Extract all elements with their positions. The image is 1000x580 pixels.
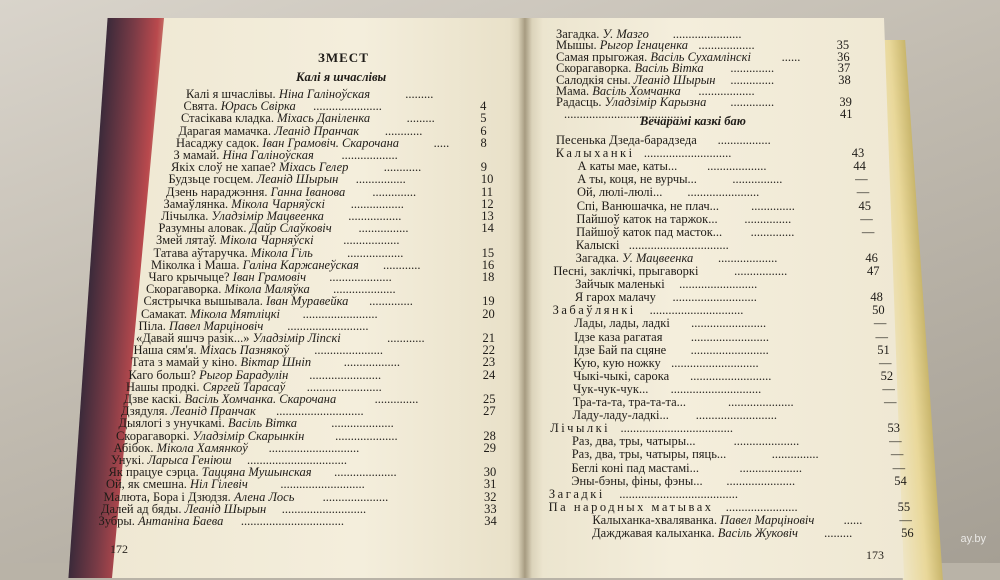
- toc-leader-dots: ......................: [726, 474, 796, 488]
- toc-entry: [550, 422, 610, 435]
- toc-leader-dots: ..................: [341, 149, 398, 162]
- toc-entry-page: 12: [481, 196, 494, 211]
- toc-entry-title: Калыханкі: [555, 146, 635, 161]
- toc-entry-author: Васіль Жуковіч: [717, 526, 799, 540]
- toc-entry-title: Зубры.: [98, 514, 139, 528]
- toc-entry-title: Наша сям'я.: [133, 343, 200, 358]
- toc-entry-page: —: [855, 172, 868, 187]
- toc-entry-title: Дзядуля.: [120, 404, 171, 419]
- toc-leader-dots: ............................: [671, 356, 759, 370]
- toc-entry-title: Дажджавая калыханка.: [592, 526, 718, 540]
- toc-entry-page: —: [889, 434, 902, 449]
- toc-leader-dots: ...................: [707, 160, 767, 174]
- toc-entry-title: Ой, люлі-люлі...: [576, 185, 663, 200]
- toc-entry-page: 35: [836, 38, 850, 53]
- toc-entry-page: 15: [481, 245, 495, 260]
- toc-entry: [572, 409, 668, 422]
- toc-entry-author: Ларыса Геніюш: [147, 453, 232, 467]
- toc-entry-title: Радасць.: [556, 95, 605, 110]
- toc-leader-dots: ........................: [302, 307, 378, 321]
- toc-leader-dots: ...........................: [281, 502, 367, 516]
- toc-entry: [576, 213, 717, 226]
- toc-leader-dots: .........................: [690, 330, 769, 344]
- toc-entry: [556, 147, 635, 160]
- toc-entry-title: Піла.: [138, 318, 170, 333]
- toc-leader-dots: .........: [824, 527, 853, 540]
- toc-entry-title: Татава аўтаручка.: [153, 245, 251, 260]
- toc-entry-page: 19: [482, 294, 495, 309]
- toc-entry: [577, 200, 719, 213]
- toc-entry-page: —: [882, 381, 895, 396]
- toc-entry-title: Дарагая мамачка.: [178, 123, 275, 138]
- toc-entry-page: 54: [894, 473, 907, 488]
- toc-entry-title: Каго больш?: [128, 367, 200, 382]
- toc-leader-dots: ................: [358, 222, 409, 236]
- toc-entry-page: 39: [839, 95, 852, 110]
- toc-entry-title: Ідзе Бай па сцяне: [573, 342, 667, 357]
- toc-leader-dots: .....................: [733, 435, 800, 449]
- toc-leader-dots: ...........................: [672, 291, 757, 305]
- toc-entry-author: Іван Муравейка: [265, 294, 349, 309]
- toc-leader-dots: ......................: [314, 344, 384, 358]
- toc-entry-page: 4: [480, 99, 487, 114]
- toc-entry-title: Мышы.: [556, 38, 600, 53]
- toc-entry-page: 51: [877, 342, 890, 357]
- toc-entry-page: 43: [851, 146, 865, 161]
- toc-entry-title: Эны-бэны, фіны, фэны...: [571, 473, 703, 488]
- toc-entry-title: Малюта, Бора і Дзюдзя.: [103, 489, 234, 504]
- toc-entry-author: Юрась Свірка: [220, 99, 296, 114]
- toc-entry-page: 30: [483, 465, 497, 480]
- toc-leader-dots: ....................: [334, 466, 397, 480]
- toc-entry: [571, 475, 702, 488]
- toc-entry-page: 33: [484, 501, 497, 516]
- toc-entry-author: Мікола Мятліцкі: [190, 306, 281, 321]
- toc-entry-title: Салодкія сны.: [556, 72, 634, 87]
- toc-entry: [575, 278, 665, 291]
- toc-entry-title: Беглі коні пад мастамі...: [571, 460, 700, 475]
- toc-entry: [572, 448, 727, 461]
- toc-entry-title: Свята.: [183, 99, 221, 114]
- toc-entry: [553, 265, 698, 278]
- toc-entry-author: Уладзімір Ліпскі: [252, 331, 341, 345]
- toc-entry-author: Ганна Іванова: [270, 184, 346, 199]
- toc-entry-page: 47: [867, 264, 880, 278]
- toc-entry-page: 22: [482, 343, 496, 358]
- toc-entry-title: Раз, два, тры, чатыры, пяць...: [571, 447, 727, 462]
- toc-entry-author: Сяргей Тарасаў: [202, 379, 286, 394]
- toc-leader-dots: ..............: [730, 62, 775, 76]
- toc-leader-dots: .............................: [268, 441, 360, 455]
- toc-leader-dots: .................................: [240, 515, 344, 528]
- toc-entry-title: Калі я шчаслівы.: [186, 87, 279, 101]
- toc-leader-dots: .................: [350, 197, 404, 211]
- toc-entry-title: Стасікава кладка.: [180, 111, 278, 126]
- toc-leader-dots: ..............: [730, 73, 775, 87]
- toc-leader-dots: ....................: [333, 283, 396, 297]
- toc-leader-dots: ..........................: [690, 369, 772, 383]
- toc-entry-page: 34: [484, 514, 497, 528]
- toc-leader-dots: .........................: [679, 278, 758, 292]
- toc-leader-dots: .......................: [725, 500, 798, 514]
- toc-entry-title: Самакат.: [140, 306, 191, 321]
- toc-entry-author: Мікола Гіль: [250, 245, 313, 260]
- toc-leader-dots: ..................: [343, 356, 401, 370]
- toc-entry-title: Лады, лады, ладкі: [574, 316, 670, 331]
- toc-entry: [576, 239, 620, 252]
- toc-leader-dots: ..................: [347, 246, 404, 260]
- toc-entry-title: Дыялогі з унучкамі.: [118, 416, 228, 431]
- toc-leader-dots: ......: [843, 513, 863, 527]
- toc-leader-dots: ........................: [691, 317, 767, 331]
- toc-entry: [574, 317, 670, 330]
- toc-entry-title: Скорагаворка.: [556, 61, 635, 76]
- toc-entry: [98, 515, 223, 528]
- toc-entry-page: 5: [480, 111, 487, 126]
- toc-entry-page: —: [856, 185, 870, 200]
- toc-entry-title: Нашы продкі.: [125, 379, 203, 394]
- toc-entry-page: 55: [897, 499, 911, 514]
- toc-entry-page: —: [892, 460, 906, 475]
- toc-leader-dots: .............................: [670, 382, 762, 396]
- toc-entry-author: Леанід Шырын: [184, 501, 267, 516]
- toc-leader-dots: .................: [734, 265, 788, 278]
- toc-leader-dots: ............: [387, 332, 425, 345]
- toc-entry-title: Разумны аловак.: [158, 221, 250, 236]
- toc-entry-page: 10: [480, 172, 494, 187]
- toc-entry-page: 14: [481, 221, 494, 236]
- toc-entry-page: 44: [853, 159, 866, 174]
- toc-entry-title: Ідзе каза рагатая: [574, 329, 663, 344]
- toc-entry: [573, 383, 648, 396]
- toc-leader-dots: ........................: [306, 380, 382, 394]
- toc-entry-page: 23: [482, 355, 496, 370]
- toc-leader-dots: ...........................: [280, 478, 365, 492]
- toc-entry-title: Калыскі: [575, 237, 620, 252]
- toc-leader-dots: ......................: [672, 28, 742, 41]
- toc-entry: [574, 331, 662, 344]
- toc-entry-title: Па народных матывах: [548, 499, 714, 514]
- toc-entry-author: Васіль Вітка: [634, 61, 704, 76]
- toc-leader-dots: ......................: [313, 100, 382, 114]
- toc-entry-title: Як працуе сэрца.: [108, 465, 202, 480]
- toc-entry-page: 27: [483, 404, 496, 419]
- toc-entry-author: Уладзімір Скарынкін: [192, 428, 305, 443]
- toc-entry-page: 45: [858, 198, 871, 213]
- toc-entry-page: 13: [481, 209, 494, 223]
- toc-entry-page: 41: [839, 106, 853, 121]
- toc-entry-author: Рыгор Барадулін: [199, 367, 289, 382]
- toc-entry-page: 37: [837, 61, 851, 76]
- toc-leader-dots: .................: [717, 134, 771, 147]
- toc-entry-page: 20: [482, 306, 495, 321]
- toc-entry-page: 24: [482, 367, 496, 382]
- toc-entry-page: —: [860, 211, 873, 226]
- right-section-heading: Вечарамі казкі баю: [640, 114, 746, 128]
- toc-leader-dots: ....................: [739, 461, 802, 475]
- toc-leader-dots: .....................: [322, 490, 389, 504]
- toc-entry-page: 16: [481, 257, 495, 272]
- toc-entry-title: Ой, як смешна.: [105, 477, 190, 492]
- toc-entry-author: Ніна Галіноўская: [278, 87, 371, 101]
- toc-entry-title: Я гарох малачу: [574, 290, 656, 305]
- toc-entry-title: Кую, кую ножку: [573, 355, 661, 370]
- toc-leader-dots: ................................: [246, 454, 347, 467]
- toc-entry-author: Васіль Хомчанка. Скарочана: [184, 392, 337, 406]
- toc-entry-author: Павел Марціновіч: [169, 318, 264, 333]
- toc-entry-author: Васіль Хомчанка: [592, 84, 681, 98]
- toc-leader-dots: ............: [383, 161, 422, 175]
- toc-entry-author: Павел Марціновіч: [720, 512, 815, 527]
- toc-entry-title: Самая прыгожая.: [556, 49, 651, 64]
- toc-entry-page: —: [861, 224, 875, 239]
- toc-entry-page: —: [890, 447, 904, 462]
- toc-entry-author: Васіль Вітка: [227, 416, 298, 431]
- toc-leader-dots: ............: [384, 124, 423, 138]
- toc-entry-page: 29: [483, 440, 497, 455]
- toc-entry: [577, 160, 677, 173]
- toc-leader-dots: ................................: [628, 238, 729, 252]
- toc-entry-page: 8: [480, 135, 487, 150]
- toc-entry-title: Чаго крычыце?: [148, 270, 233, 284]
- toc-entry-title: Далей ад бяды.: [100, 501, 185, 516]
- toc-entry: [572, 435, 696, 448]
- toc-leader-dots: ......: [781, 50, 801, 64]
- toc-entry-title: Лічылка.: [160, 209, 212, 223]
- toc-entry: [574, 344, 666, 357]
- toc-entry-page: 52: [880, 368, 894, 383]
- toc-leader-dots: ....................: [331, 417, 394, 431]
- toc-entry-author: Леанід Шырын: [633, 72, 716, 87]
- toc-entry-author: Міхась Пазнякоў: [199, 343, 290, 358]
- toc-entry-page: 36: [837, 49, 850, 64]
- toc-leader-dots: .......................: [687, 186, 760, 200]
- toc-entry-page: 53: [887, 421, 900, 436]
- toc-leader-dots: ..................: [343, 234, 400, 248]
- toc-entry-title: Чук-чук-чук...: [573, 381, 649, 396]
- toc-entry-author: Ніл Гілевіч: [190, 477, 248, 492]
- toc-entry-author: Іван Грамовіч: [232, 270, 307, 284]
- toc-entry-title: Змей лятаў.: [155, 233, 220, 248]
- toc-entry-author: У. Мацвеенка: [622, 250, 694, 265]
- toc-entry-page: 18: [481, 270, 495, 284]
- toc-entry: [549, 501, 714, 514]
- toc-entry: [573, 370, 669, 383]
- toc-leader-dots: ............: [382, 258, 421, 272]
- toc-entry-author: Антаніна Баева: [138, 514, 224, 528]
- toc-leader-dots: ..............: [751, 199, 795, 213]
- toc-entry-title: Дзень нараджэння.: [165, 184, 271, 199]
- toc-entry-title: Тра-та-та, тра-та-та...: [572, 395, 687, 409]
- toc-entry-page: 56: [901, 526, 914, 540]
- toc-entry-title: Сястрычка вышывала.: [143, 294, 266, 309]
- toc-entry-title: Замаўлянка.: [163, 196, 232, 211]
- toc-entry-title: Калыханка-хваляванка.: [592, 512, 721, 527]
- toc-entry-author: Віктар Шніп: [240, 355, 312, 370]
- toc-entry-title: Лічылкі: [550, 421, 611, 436]
- toc-entry-author: Ніна Галіноўская: [222, 148, 314, 162]
- toc-leader-dots: ............................: [276, 405, 364, 419]
- toc-leader-dots: ...............: [771, 448, 819, 462]
- toc-leader-dots: ...............: [744, 212, 792, 226]
- toc-entry-title: Ладу-ладу-ладкі...: [572, 408, 669, 423]
- toc-entry-title: Тата з мамай у кіно.: [130, 355, 241, 370]
- toc-leader-dots: .......................: [309, 368, 382, 382]
- toc-leader-dots: ..........................: [695, 409, 777, 423]
- toc-entry-title: Дзве каскі.: [123, 392, 185, 406]
- toc-leader-dots: ................: [355, 173, 406, 187]
- toc-entry-page: 48: [870, 290, 883, 305]
- toc-entry-page: 11: [480, 184, 494, 199]
- toc-entry: [577, 186, 662, 199]
- toc-leader-dots: ..............................: [649, 304, 744, 318]
- toc-leader-dots: ...................: [718, 251, 778, 265]
- toc-entry: [577, 173, 697, 186]
- page-number-right: 173: [866, 548, 884, 562]
- toc-entry-author: Мікола Чарняўскі: [231, 196, 325, 211]
- toc-entry: [575, 291, 656, 304]
- toc-entry: [573, 396, 686, 409]
- toc-entry-author: Уладзімір Карызна: [604, 95, 707, 110]
- toc-leader-dots: ..............: [372, 185, 417, 199]
- toc-entry-page: 21: [482, 331, 495, 345]
- toc-leader-dots: ....................: [329, 271, 392, 284]
- toc-entry-page: —: [884, 395, 897, 409]
- toc-entry-title: Пайшоў каток на таржок...: [576, 211, 718, 226]
- toc-entry-title: Зайчык маленькі: [575, 277, 665, 292]
- toc-entry-author: Міхась Гелер: [278, 160, 349, 175]
- toc-entry-title: Песні, заклічкі, прыгаворкі: [553, 264, 699, 278]
- toc-leader-dots: ..............: [374, 393, 419, 406]
- toc-entry-title: А каты мае, каты...: [577, 159, 678, 174]
- toc-entry-page: 31: [483, 477, 497, 492]
- toc-entry-title: Спі, Ванюшачка, не плач...: [576, 198, 719, 213]
- toc-leader-dots: ......................................: [564, 107, 683, 121]
- toc-entry-author: Галіна Каржанеўская: [242, 257, 359, 272]
- toc-entry-author: Леанід Пранчак: [170, 404, 256, 419]
- toc-leader-dots: ..........................: [287, 319, 369, 333]
- toc-entry-author: Мікола Чарняўскі: [219, 233, 314, 248]
- toc-leader-dots: ..................: [698, 85, 755, 98]
- toc-leader-dots: .................: [348, 210, 402, 223]
- toc-entry-title: Абібок.: [113, 440, 157, 455]
- toc-entry-title: Якіх слоў не хапае?: [170, 160, 279, 175]
- toc-entry-page: 9: [480, 160, 487, 175]
- left-section-heading: Калі я шчаслівы: [296, 70, 387, 84]
- toc-entry-title: Пайшоў каток пад масток...: [576, 224, 723, 239]
- toc-leader-dots: .........: [406, 112, 435, 126]
- toc-entry-title: Загадка.: [556, 27, 603, 41]
- toc-entry-page: 28: [483, 428, 496, 443]
- toc-entry-author: Леанід Пранчак: [274, 123, 360, 138]
- toc-entry-author: Дайр Слаўковіч: [249, 221, 332, 236]
- toc-entry-title: Унукі.: [110, 453, 148, 467]
- toc-leader-dots: ................: [732, 173, 783, 187]
- toc-entry-author: Мікола Хамянкоў: [156, 440, 248, 455]
- toc-leader-dots: .........................: [690, 343, 769, 357]
- toc-entry-author: Мікола Маляўка: [224, 282, 310, 297]
- toc-leader-dots: ..............: [369, 295, 413, 309]
- toc-entry-page: 32: [484, 489, 497, 504]
- toc-entry-author: Таццяна Мушынская: [201, 465, 312, 480]
- toc-entry-title: А ты, коця, не вурчы...: [577, 172, 697, 187]
- toc-entry-title: Міколка і Маша.: [150, 257, 243, 272]
- toc-leader-dots: .........: [405, 88, 434, 101]
- toc-entry: [576, 252, 694, 265]
- toc-leader-dots: .....................: [727, 396, 794, 409]
- toc-entry: [549, 488, 605, 501]
- toc-entry-author: Рыгор Ігнаценка: [599, 38, 688, 53]
- toc-entry-title: Насаджу садок.: [175, 135, 263, 150]
- toc-entry-page: 50: [872, 303, 885, 318]
- toc-leader-dots: ..............: [750, 225, 795, 239]
- toc-entry: [574, 357, 661, 370]
- toc-entry-title: «Давай яшчэ разік...»: [135, 331, 253, 345]
- toc-entry-title: Загадкі: [548, 486, 605, 501]
- toc-entry-title: Будзьце госцем.: [168, 172, 257, 187]
- toc-entry-page: 6: [480, 123, 487, 138]
- toc-entry-author: У. Мазго: [602, 27, 649, 41]
- toc-entry-author: Алена Лось: [233, 489, 295, 504]
- toc-entry-title: Скорагаворкі.: [115, 428, 193, 443]
- toc-leader-dots: ..................: [698, 39, 755, 53]
- toc-entry-title: Раз, два, тры, чатыры...: [571, 434, 696, 449]
- toc-entry-author: Уладзімір Мацвеенка: [211, 209, 324, 223]
- toc-leader-dots: ............................: [643, 147, 732, 161]
- toc-entry-title: Забаўлянкі: [552, 303, 636, 318]
- toc-entry-page: 38: [838, 72, 851, 87]
- toc-entry-author: Леанід Шырын: [256, 172, 339, 187]
- toc-entry: [571, 462, 699, 475]
- toc-entry-title: Чыкі-чыкі, сарока: [573, 368, 670, 383]
- toc-entry-title: Песенька Дзеда-барадзеда: [556, 133, 697, 147]
- toc-leader-dots: ..............: [730, 96, 775, 110]
- toc-entry: [553, 304, 636, 317]
- toc-entry: [576, 226, 722, 239]
- watermark: ay.by: [960, 533, 986, 545]
- toc-entry-page: —: [875, 329, 889, 344]
- toc-entry: [592, 527, 798, 540]
- toc-entry-title: Скорагаворка.: [145, 282, 225, 297]
- toc-entry-page: —: [878, 355, 892, 370]
- toc-entry-author: Іван Грамовіч. Скарочана: [262, 135, 400, 150]
- page-number-left: 172: [110, 542, 128, 556]
- toc-entry-page: —: [899, 512, 912, 527]
- toc-entry-title: З мамай.: [173, 148, 223, 162]
- toc-entry-title: Мама.: [556, 84, 593, 98]
- toc-leader-dots: ......................................: [619, 487, 738, 501]
- toc-entry-author: Васіль Сухамлінскі: [650, 49, 751, 64]
- toc-entry: [556, 134, 697, 147]
- contents-title: ЗМЕСТ: [318, 50, 369, 65]
- toc-leader-dots: ....................................: [620, 422, 734, 436]
- toc-entry-page: 46: [865, 250, 878, 265]
- toc-entry-page: 25: [483, 392, 496, 406]
- toc-leader-dots: .....: [433, 136, 450, 150]
- toc-entry-title: Загадка.: [575, 250, 623, 265]
- toc-entry-page: —: [873, 316, 887, 331]
- toc-entry-author: Міхась Даніленка: [277, 111, 371, 126]
- toc-leader-dots: ....................: [335, 429, 398, 443]
- toc-entry: [592, 514, 814, 527]
